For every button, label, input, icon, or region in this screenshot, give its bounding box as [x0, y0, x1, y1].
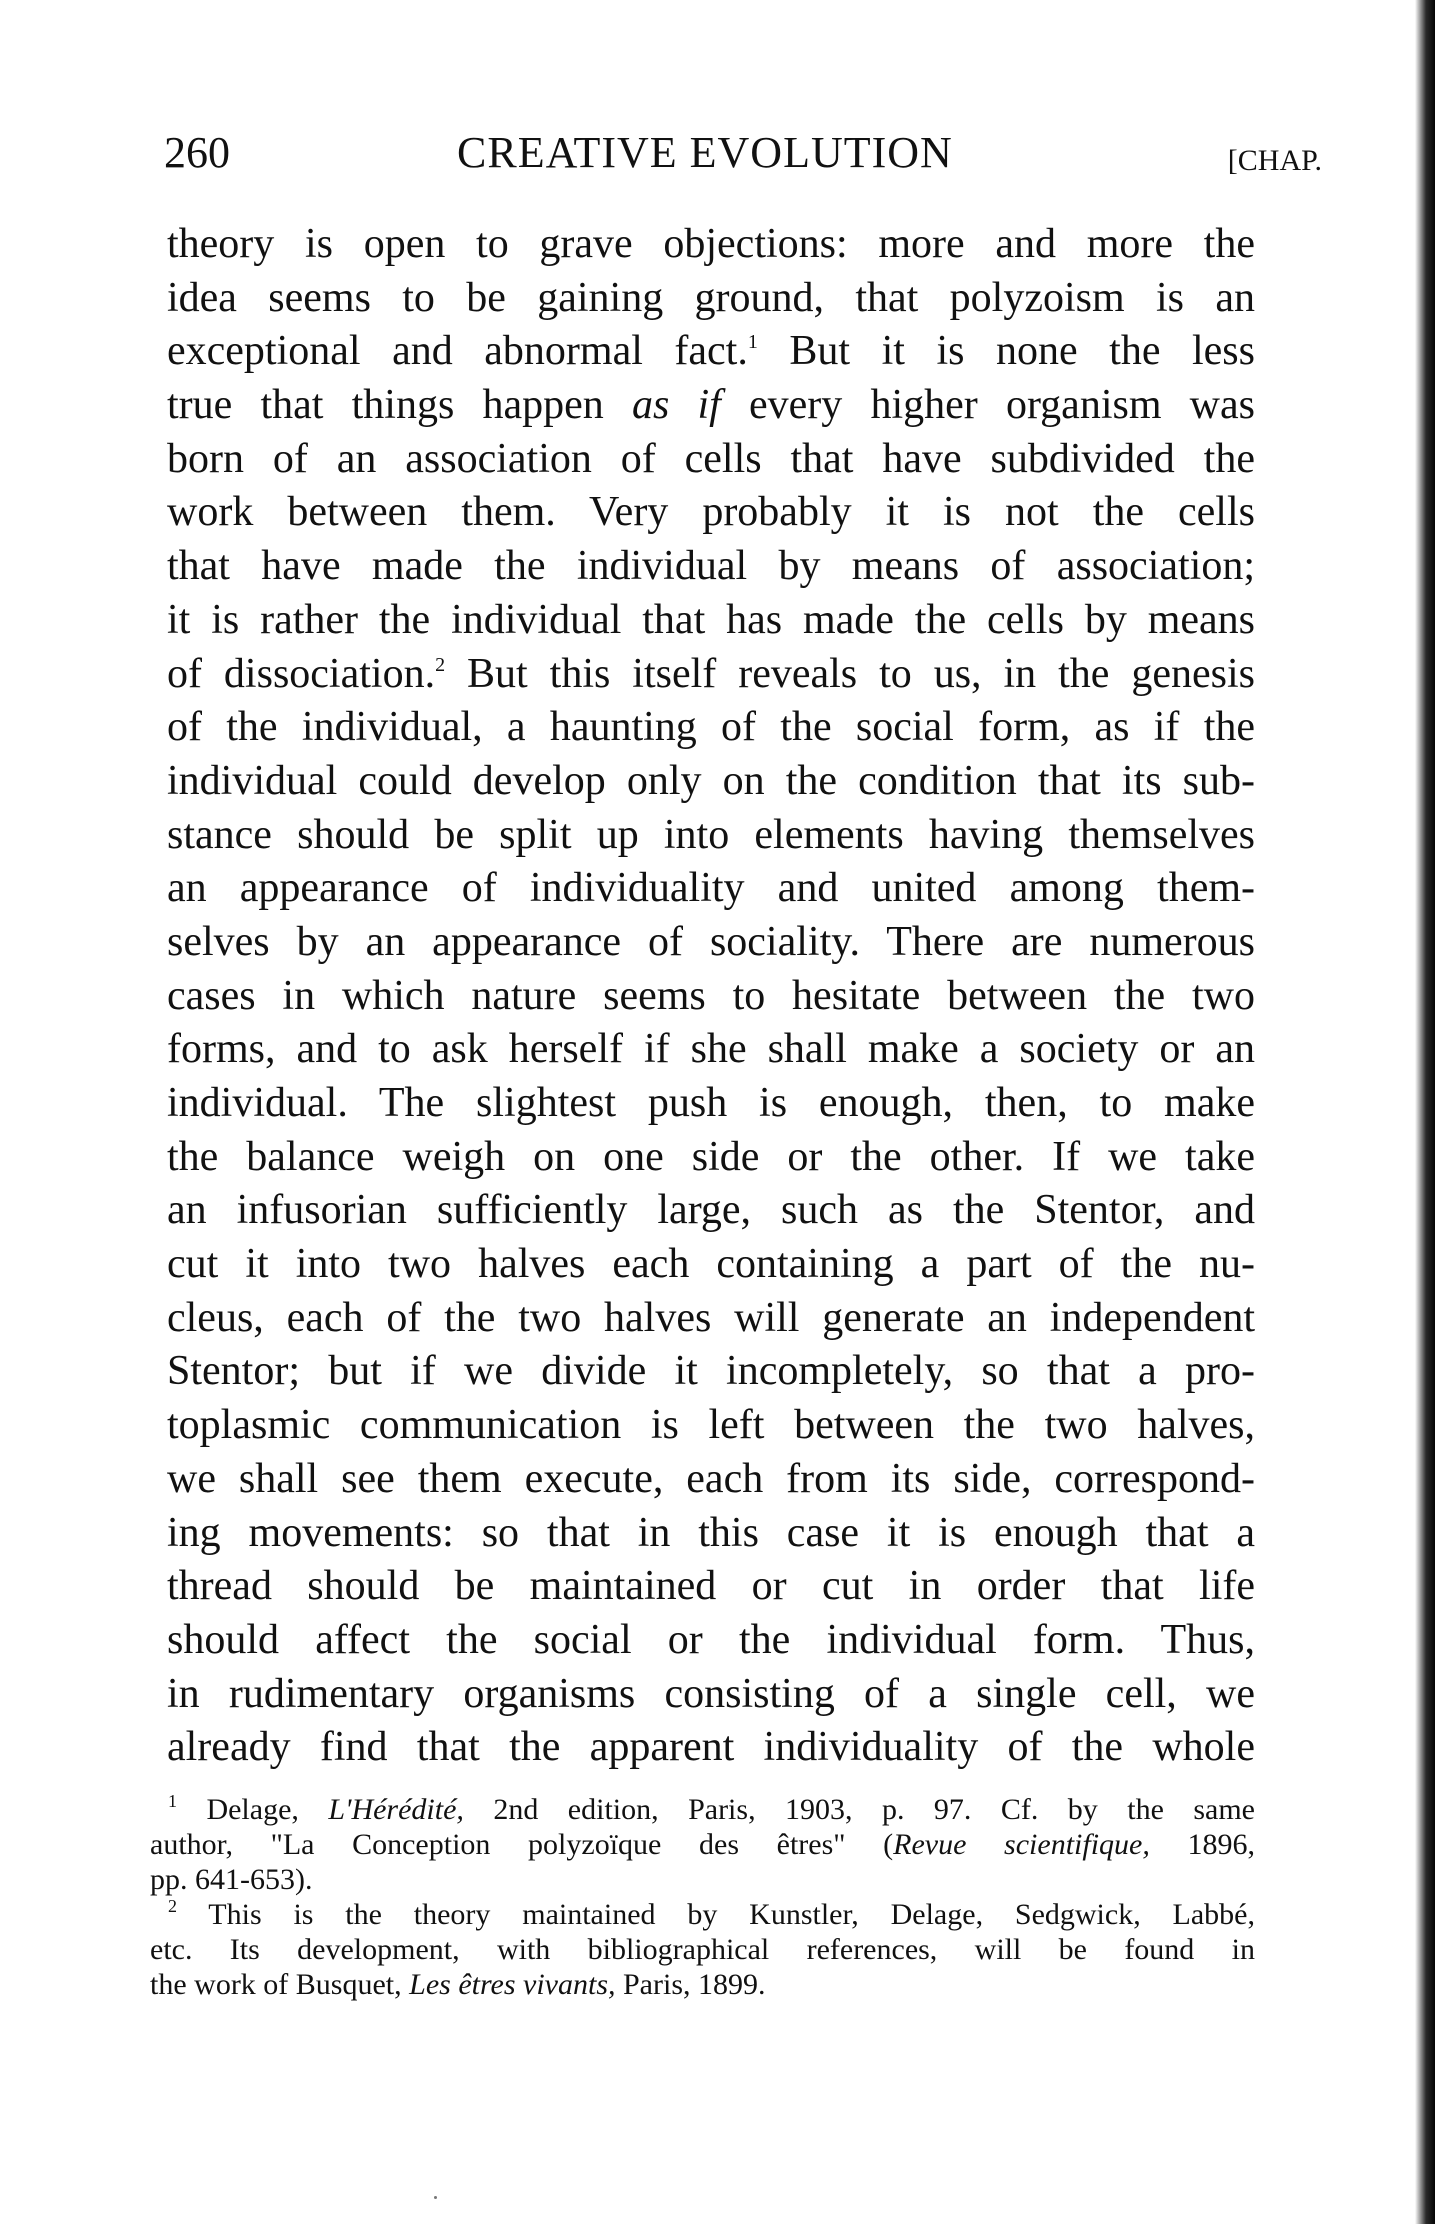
footnote-2-line-1: $^2$ This is the theory maintained by Kunstler, Delage, Sedgwick, Labbé, — [168, 1896, 1255, 1931]
body-text — [167, 218, 1255, 1775]
footnote-1-line-1: $^1$ Delage, L'Hérédité, 2nd edition, Paris, 1903, p. 97. Cf. by the same — [168, 1791, 1255, 1826]
body-line: individual could develop only on the condition that its sub- — [167, 757, 1255, 804]
footnote-1-line-2: author, "La Conception polyzoïque des êtres" (Revue scientifique, 1896, — [150, 1828, 1255, 1861]
body-line: individual. The slightest push is enough, then, to make — [167, 1080, 1255, 1126]
body-line: of the individual, a haunting of the social form, as if the — [167, 704, 1255, 751]
body-line: should affect the social or the individual form. Thus, — [167, 1616, 1255, 1663]
body-line: an appearance of individuality and united among them- — [167, 865, 1255, 912]
body-line: cleus, each of the two halves will generate an independent — [167, 1294, 1255, 1341]
body-line: it is rather the individual that has made the cells by means — [167, 596, 1255, 643]
body-line: selves by an appearance of sociality. There are numerous — [167, 918, 1255, 965]
printer-dot — [434, 2196, 437, 2199]
body-line: of dissociation.$^2$ But this itself reveals to us, in the genesis — [167, 650, 1256, 697]
body-line: work between them. Very probably it is not the cells — [167, 489, 1255, 536]
body-line: thread should be maintained or cut in order that life — [167, 1563, 1255, 1610]
footnote-ref: 1 — [747, 331, 758, 354]
body-line: exceptional and abnormal fact.$^1$ But it is none the less — [167, 328, 1255, 375]
body-line: cut it into two halves each containing a part of the nu- — [167, 1241, 1255, 1288]
footnotes — [150, 1792, 1255, 2002]
body-line: that have made the individual by means of association; — [167, 543, 1255, 590]
footnote-2-line-2: etc. Its development, with bibliographical references, will be found in — [150, 1933, 1255, 1966]
emphasis: as if — [631, 382, 721, 429]
chapter-mark: [CHAP. — [1227, 144, 1322, 177]
footnote-ref: 2 — [435, 653, 446, 676]
footnote-2-number: 2 — [168, 1896, 177, 1916]
running-header — [164, 128, 1324, 178]
body-line: true that things happen as if every higher organism was — [167, 382, 1256, 429]
body-line: cases in which nature seems to hesitate between the two — [167, 972, 1255, 1019]
body-line: an infusorian sufficiently large, such as the Stentor, and — [167, 1187, 1255, 1234]
body-line: already find that the apparent individuality of the whole — [167, 1724, 1255, 1771]
footnote-1-line-3: pp. 641-653). — [150, 1863, 313, 1896]
body-line: idea seems to be gaining ground, that polyzoism is an — [167, 274, 1255, 321]
body-line: Stentor; but if we divide it incompletely, so that a pro- — [167, 1348, 1255, 1395]
body-line: born of an association of cells that have subdivided the — [167, 435, 1255, 482]
footnote-2-line-3: the work of Busquet, Les êtres vivants, Paris, 1899. — [150, 1968, 766, 2001]
running-title: CREATIVE EVOLUTION — [457, 128, 953, 177]
body-line: the balance weigh on one side or the other. If we take — [167, 1133, 1255, 1180]
body-line: in rudimentary organisms consisting of a single cell, we — [167, 1670, 1255, 1717]
body-line: theory is open to grave objections: more and more the — [167, 221, 1255, 267]
footnote-1-number: 1 — [168, 1791, 177, 1811]
body-line: ing movements: so that in this case it is enough that a — [167, 1509, 1255, 1556]
body-line: stance should be split up into elements having themselves — [167, 811, 1255, 858]
body-line: we shall see them execute, each from its side, correspond- — [167, 1455, 1255, 1502]
page-number: 260 — [164, 128, 230, 177]
body-line: toplasmic communication is left between the two halves, — [167, 1402, 1255, 1449]
page-edge-shadow — [1415, 0, 1435, 2224]
body-line: forms, and to ask herself if she shall make a society or an — [167, 1026, 1255, 1073]
